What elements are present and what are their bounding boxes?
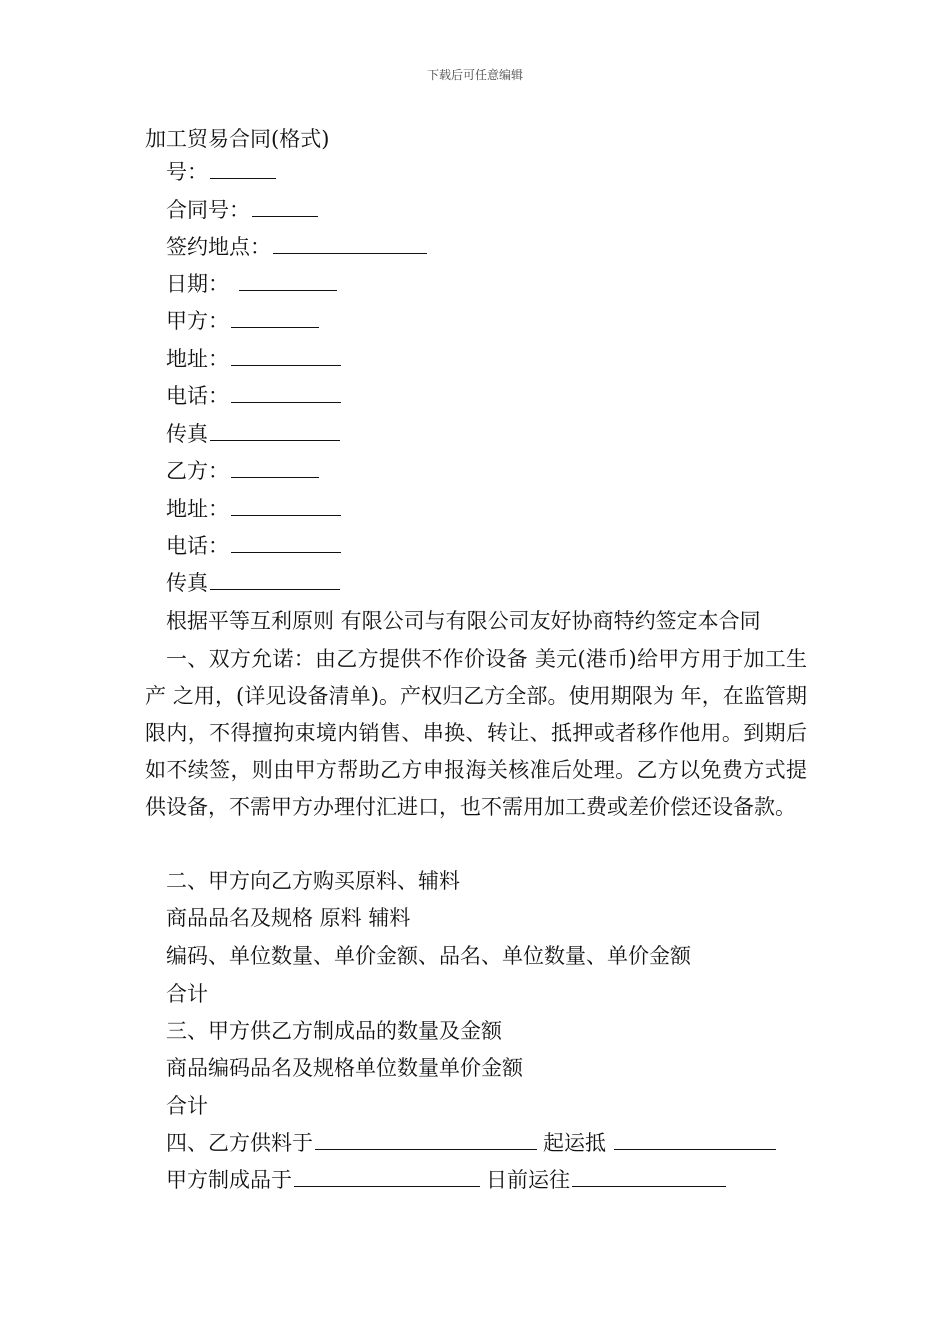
document-title: 加工贸易合同(格式) [145,127,330,151]
blank-line [231,309,319,328]
field-party-b-fax: 传真 [166,569,340,597]
blank-line [231,384,341,403]
field-contract-number: 合同号： [166,196,318,224]
section-3-heading: 三、甲方供乙方制成品的数量及金额 [166,1019,502,1043]
page-header: 下载后可任意编辑 [426,68,523,82]
field-party-a: 甲方： [166,307,319,335]
blank-line [252,198,318,217]
blank-line [294,1168,480,1187]
field-party-b-phone: 电话： [166,532,341,560]
field-party-a-address: 地址： [166,345,341,373]
blank-line [614,1131,776,1150]
section-2-total: 合计 [166,982,208,1006]
field-party-b-address: 地址： [166,495,341,523]
blank-line [273,235,427,254]
blank-line [231,497,341,516]
field-date: 日期： [166,270,337,298]
section-1-paragraph: 一、双方允诺：由乙方提供不作价设备 美元(港币)给甲方用于加工生产 之用，(详见设备清单)。产权归乙方全部。使用期限为 年，在监管期限内，不得擅拘束境内销售、串换、转让、抵押或者移作他用。到期后如不续签，则由甲方帮助乙方申报海关核准后处理。乙方以免费方式提供设备，不需甲方办理付汇进口，也不需用加工费或差价偿还设备款。 [145,647,807,819]
blank-line [572,1168,726,1187]
blank-line [231,347,341,366]
blank-line [315,1131,537,1150]
section-2-row-2: 编码、单位数量、单价金额、品名、单位数量、单价金额 [166,944,691,968]
blank-line [231,534,341,553]
field-number: 号： [166,158,276,186]
blank-line [210,160,276,179]
blank-line [239,272,337,291]
section-3-row-1: 商品编码品名及规格单位数量单价金额 [166,1056,523,1080]
intro-text: 根据平等互利原则 有限公司与有限公司友好协商特约签定本合同 [166,609,761,633]
blank-line [210,571,340,590]
field-signing-place: 签约地点： [166,233,427,261]
section-3-total: 合计 [166,1094,208,1118]
field-party-a-fax: 传真 [166,420,340,448]
field-party-b: 乙方： [166,457,319,485]
section-2-heading: 二、甲方向乙方购买原料、辅料 [166,869,460,893]
field-party-a-phone: 电话： [166,382,341,410]
blank-line [231,459,319,478]
section-4-line-1: 四、乙方供料于 起运抵 [166,1129,776,1157]
section-4-line-2: 甲方制成品于 日前运往 [166,1166,726,1194]
section-2-row-1: 商品品名及规格 原料 辅料 [166,906,411,930]
blank-line [210,422,340,441]
